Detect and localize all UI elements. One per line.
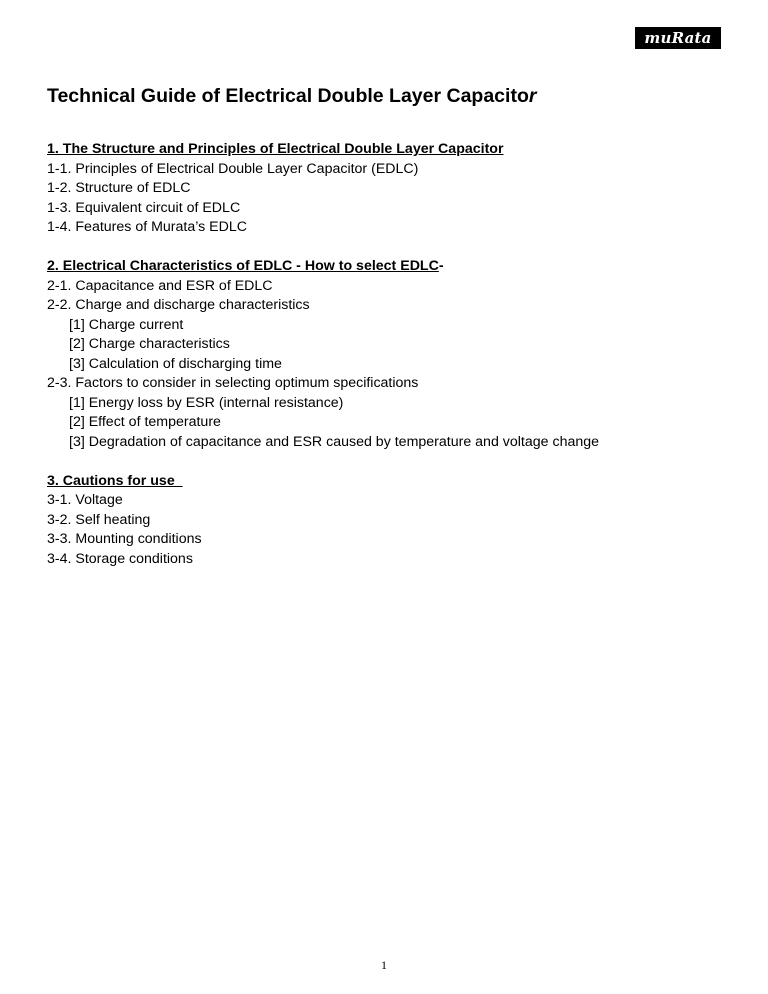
toc-subitem: [1] Charge current xyxy=(69,316,184,333)
toc-subitem: [3] Calculation of discharging time xyxy=(69,355,282,372)
toc-item: 2-3. Factors to consider in selecting optimum specifications xyxy=(47,375,419,391)
toc-item: 3-3. Mounting conditions xyxy=(47,531,202,547)
toc-item: 3-4. Storage conditions xyxy=(47,550,193,567)
toc-item: 1-3. Equivalent circuit of EDLC xyxy=(47,199,241,216)
document-title xyxy=(47,84,536,108)
toc-subitem: [2] Effect of temperature xyxy=(69,414,221,430)
toc-item: 2-2. Charge and discharge characteristics xyxy=(47,297,310,313)
toc-item: 2-1. Capacitance and ESR of EDLC xyxy=(47,277,273,294)
toc-item: 3-2. Self heating xyxy=(47,511,151,528)
toc-item: 1-4. Features of Murata’s EDLC xyxy=(47,219,248,235)
toc-subitem: [2] Charge characteristics xyxy=(69,336,230,352)
title-main: Technical Guide of Electrical Double Layer Capacito xyxy=(47,85,529,107)
section-1-heading: 1. The Structure and Principles of Electrical Double Layer Capacitor xyxy=(47,141,504,157)
murata-logo: muRata xyxy=(635,27,721,49)
page-number: 1 xyxy=(381,958,387,972)
section-2-heading: 2. Electrical Characteristics of EDLC - How to select EDLC- xyxy=(47,258,444,274)
toc-subitem: [1] Energy loss by ESR (internal resistance) xyxy=(69,394,344,411)
toc-item: 1-1. Principles of Electrical Double Layer Capacitor (EDLC) xyxy=(47,160,419,177)
section-3-heading: 3. Cautions for use xyxy=(47,472,183,489)
toc-item: 1-2. Structure of EDLC xyxy=(47,180,191,196)
title-tail: r xyxy=(528,85,537,107)
section-1 xyxy=(47,140,599,238)
section-2 xyxy=(47,257,599,452)
toc-item: 3-1. Voltage xyxy=(47,492,123,508)
table-of-contents xyxy=(47,140,599,589)
toc-subitem: [3] Degradation of capacitance and ESR caused by temperature and voltage change xyxy=(69,433,600,450)
section-3 xyxy=(47,472,599,570)
